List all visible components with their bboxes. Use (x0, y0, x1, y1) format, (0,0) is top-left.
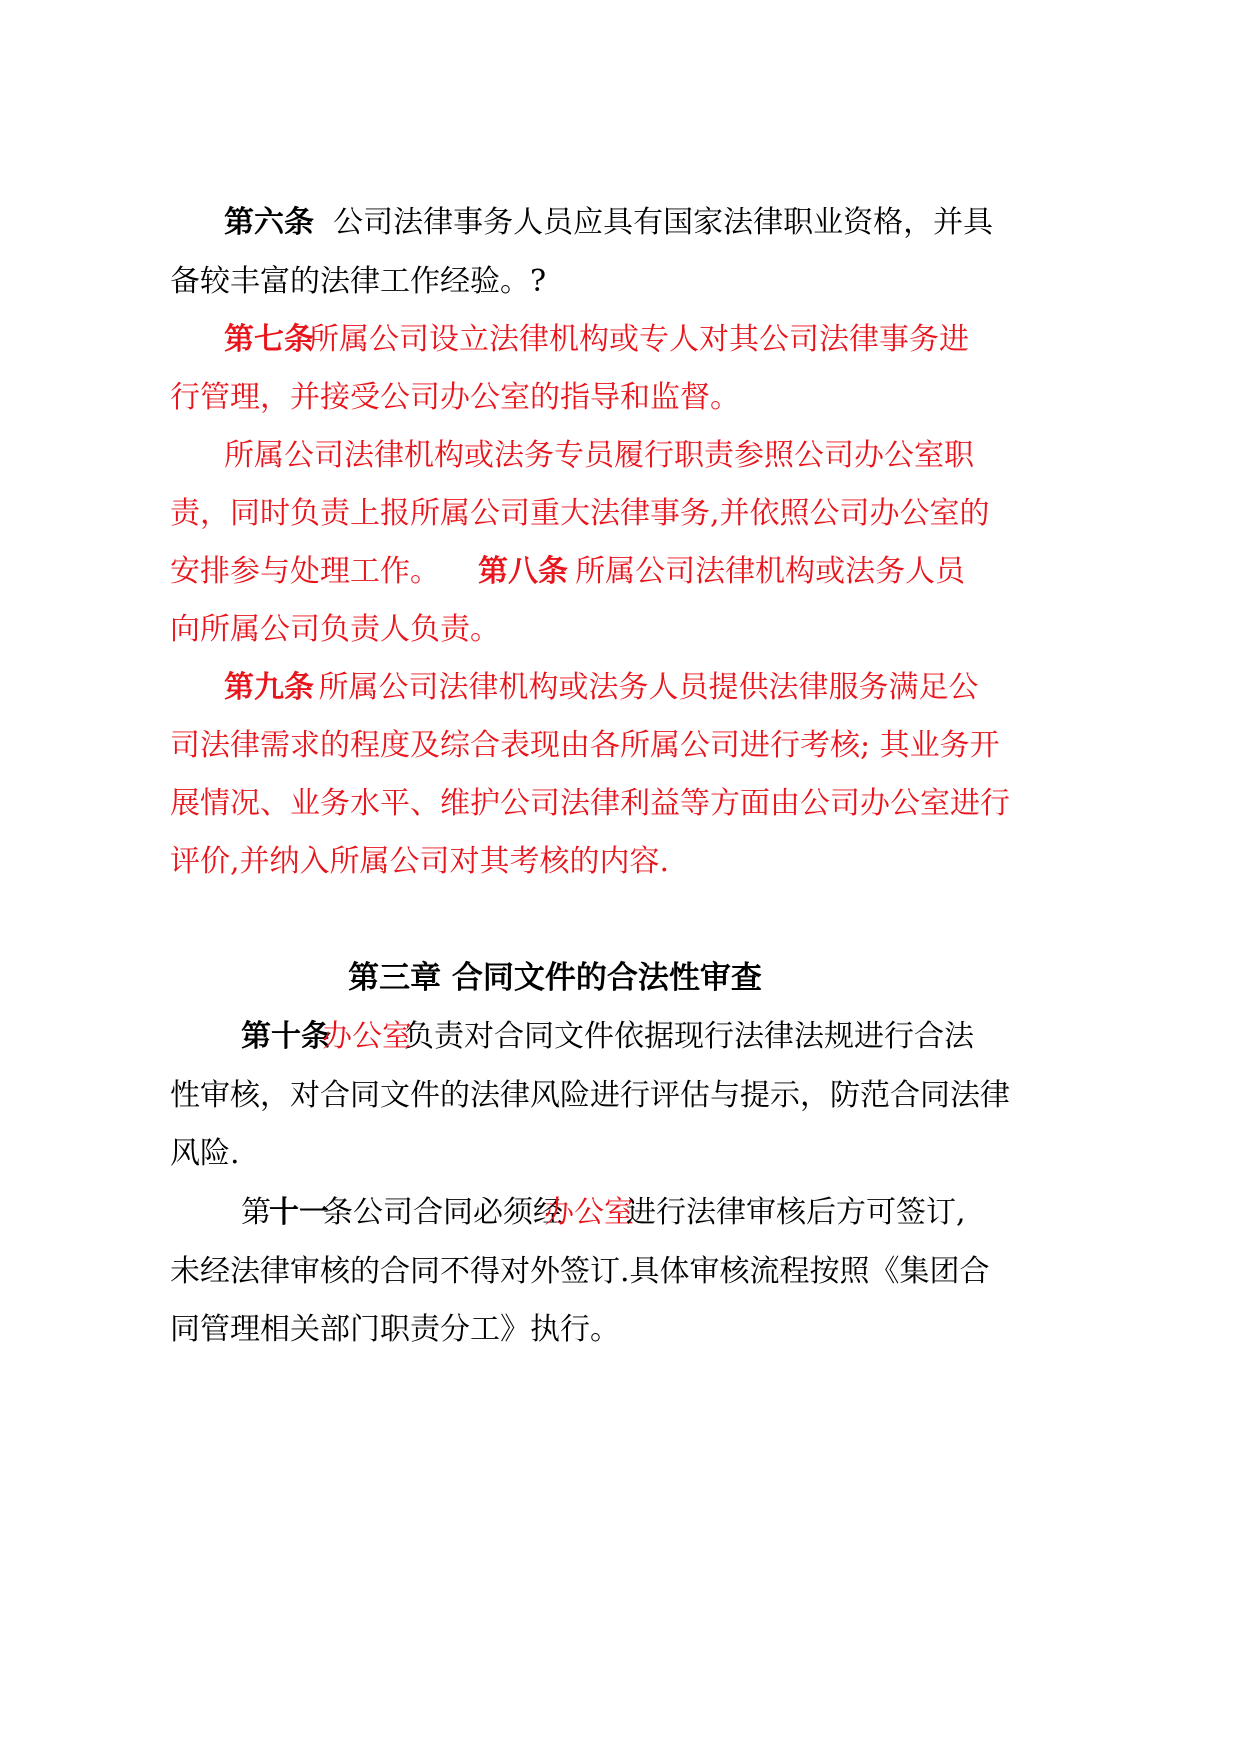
art9-line2 (0, 726, 1241, 766)
art10-line1 (0, 1017, 1241, 1057)
art9-text-2: 司法律需求的程度及综合表现由各所属公司进行考核; 其业务开 (170, 728, 1000, 763)
art7-line2 (0, 378, 1241, 418)
art10-line3 (0, 1134, 1241, 1174)
art7-para2-line3 (0, 552, 1241, 592)
art11-label-post: 条公司合同必须经 (323, 1195, 563, 1230)
art7-label: 第七条 (224, 322, 314, 357)
art6-label: 第六条 (224, 205, 314, 240)
art9-text-3: 展情况、业务水平、维护公司法律利益等方面由公司办公室进行 (170, 786, 1010, 821)
art11-text-2: 未经法律审核的合同不得对外签订.具体审核流程按照《集团合 (170, 1254, 990, 1289)
art6-line2 (0, 262, 1241, 302)
art6-line1 (0, 203, 1241, 243)
art7-text-2: 行管理，并接受公司办公室的指导和监督。 (170, 380, 740, 415)
art11-label-num: 十一 (269, 1195, 329, 1230)
art9-text-4: 评价,并纳入所属公司对其考核的内容. (170, 844, 670, 879)
art11-line2 (0, 1252, 1241, 1292)
art7-para2-text-3: 安排参与处理工作。 (170, 554, 440, 589)
art11-office: 办公室 (544, 1195, 634, 1230)
art6-text-2: 备较丰富的法律工作经验。? (170, 264, 547, 299)
art9-line1 (0, 668, 1241, 708)
art11-text-3: 同管理相关部门职责分工》执行。 (170, 1312, 620, 1347)
art10-text-2: 性审核，对合同文件的法律风险进行评估与提示，防范合同法律 (170, 1078, 1010, 1113)
art6-text-1: 公司法律事务人员应具有国家法律职业资格，并具 (314, 205, 994, 240)
art7-para2-text-2: 责，同时负责上报所属公司重大法律事务,并依照公司办公室的 (170, 496, 990, 531)
art7-para2-text-1: 所属公司法律机构或法务专员履行职责参照公司办公室职 (224, 438, 974, 473)
art7-line1 (0, 320, 1241, 360)
art10-text-3: 风险. (170, 1136, 240, 1171)
art11-text-1: 进行法律审核后方可签订, (626, 1195, 966, 1230)
art7-text-1: 所属公司设立法律机构或专人对其公司法律事务进 (309, 322, 969, 357)
art9-line4 (0, 842, 1241, 882)
art10-label: 第十条 (241, 1019, 331, 1054)
art8-text-2: 向所属公司负责人负责。 (170, 612, 500, 647)
art10-line2 (0, 1076, 1241, 1116)
art7-para2-line2 (0, 494, 1241, 534)
art8-label: 第八条 (478, 554, 568, 589)
art10-text-1: 负责对合同文件依据现行法律法规进行合法 (404, 1019, 974, 1054)
art8-line2 (0, 610, 1241, 650)
art10-office: 办公室 (322, 1019, 412, 1054)
art11-line3 (0, 1310, 1241, 1350)
art11-label-pre: 第 (241, 1195, 271, 1230)
chapter-heading: 第三章 合同文件的合法性审查 (348, 960, 762, 996)
art11-line1 (0, 1193, 1241, 1233)
art9-line3 (0, 784, 1241, 824)
art9-label: 第九条 (224, 670, 314, 705)
art8-text-1: 所属公司法律机构或法务人员 (556, 554, 966, 589)
art9-text-1: 所属公司法律机构或法务人员提供法律服务满足公 (309, 670, 979, 705)
art7-para2-line1 (0, 436, 1241, 476)
